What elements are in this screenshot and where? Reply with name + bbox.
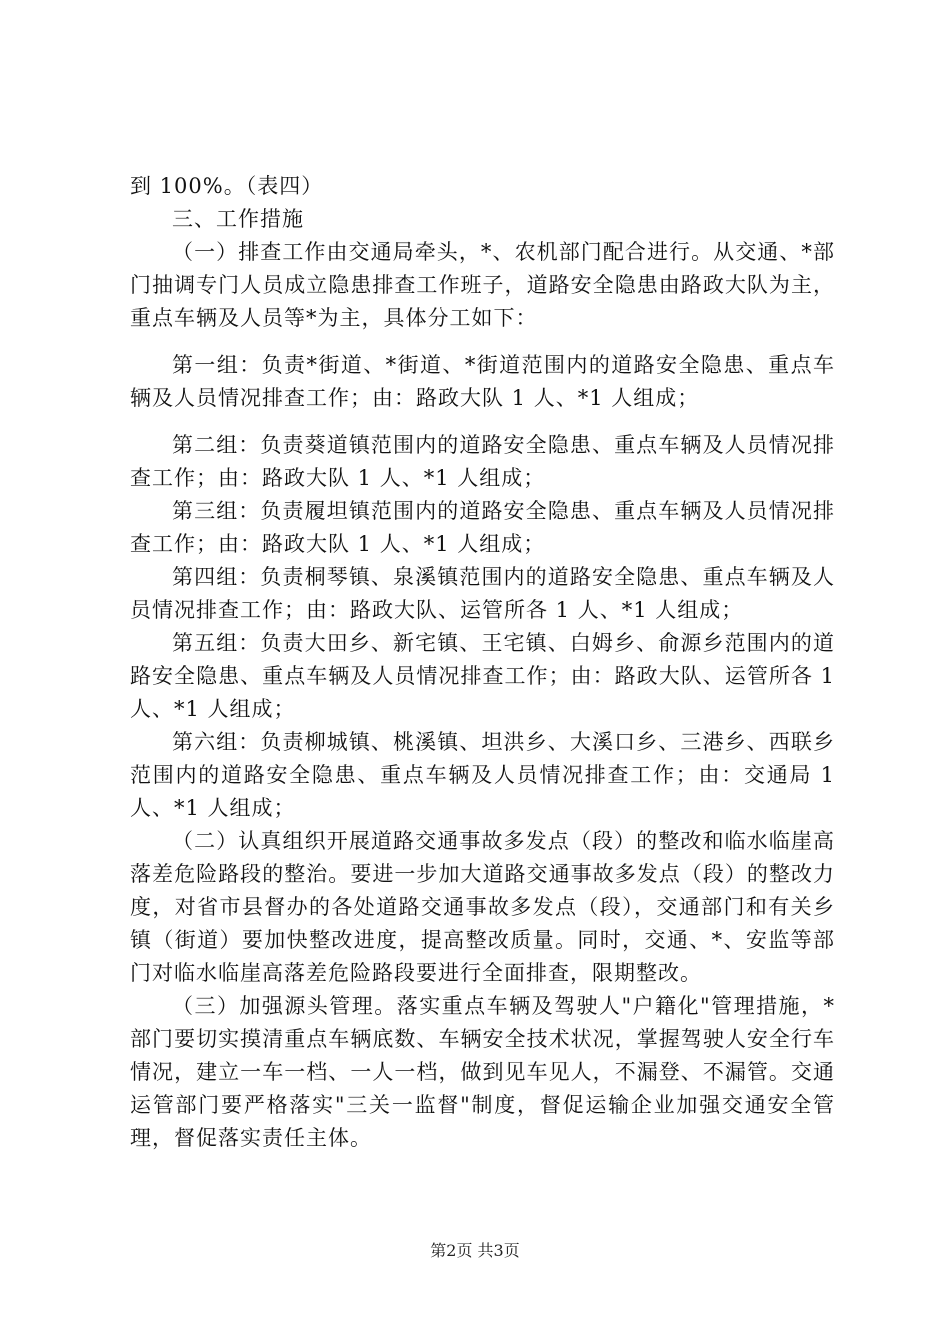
paragraph-group-3: 第三组：负责履坦镇范围内的道路安全隐患、重点车辆及人员情况排查工作；由：路政大队 1 人、*1 人组成；: [130, 499, 835, 556]
paragraph-group-4: 第四组：负责桐琴镇、泉溪镇范围内的道路安全隐患、重点车辆及人员情况排查工作；由：路政大队、运管所各 1 人、*1 人组成；: [130, 565, 835, 622]
document-body: [130, 170, 835, 1155]
paragraph-group-2: 第二组：负责葵道镇范围内的道路安全隐患、重点车辆及人员情况排查工作；由：路政大队 1 人、*1 人组成；: [130, 433, 835, 490]
section-heading-measures: 三、工作措施: [172, 207, 304, 231]
paragraph-group-6: 第六组：负责柳城镇、桃溪镇、坦洪乡、大溪口乡、三港乡、西联乡范围内的道路安全隐患、重点车辆及人员情况排查工作；由：交通局 1 人、*1 人组成；: [130, 730, 835, 820]
paragraph-measure-1: （一）排查工作由交通局牵头，*、农机部门配合进行。从交通、*部门抽调专门人员成立隐患排查工作班子，道路安全隐患由路政大队为主，重点车辆及人员等*为主，具体分工如下：: [130, 240, 835, 330]
paragraph-continuation: 到 100%。（表四）: [130, 174, 324, 198]
paragraph-measure-2: （二）认真组织开展道路交通事故多发点（段）的整改和临水临崖高落差危险路段的整治。要进一步加大道路交通事故多发点（段）的整改力度，对省市县督办的各处道路交通事故多发点（段），交通部门和有关乡镇（街道）要加快整改进度，提高整改质量。同时，交通、*、安监等部门对临水临崖高落差危险路段要进行全面排查，限期整改。: [130, 829, 835, 985]
paragraph-measure-3: （三）加强源头管理。落实重点车辆及驾驶人"户籍化"管理措施，*部门要切实摸清重点车辆底数、车辆安全技术状况，掌握驾驶人安全行车情况，建立一车一档、一人一档，做到见车见人，不漏登、不漏管。交通运管部门要严格落实"三关一监督"制度，督促运输企业加强交通安全管理，督促落实责任主体。: [130, 994, 835, 1150]
paragraph-group-5: 第五组：负责大田乡、新宅镇、王宅镇、白姆乡、俞源乡范围内的道路安全隐患、重点车辆及人员情况排查工作；由：路政大队、运管所各 1 人、*1 人组成；: [130, 631, 835, 721]
paragraph-group-1: 第一组：负责*街道、*街道、*街道范围内的道路安全隐患、重点车辆及人员情况排查工作；由：路政大队 1 人、*1 人组成；: [130, 353, 835, 410]
page-number-footer: 第2页 共3页: [430, 1241, 520, 1260]
